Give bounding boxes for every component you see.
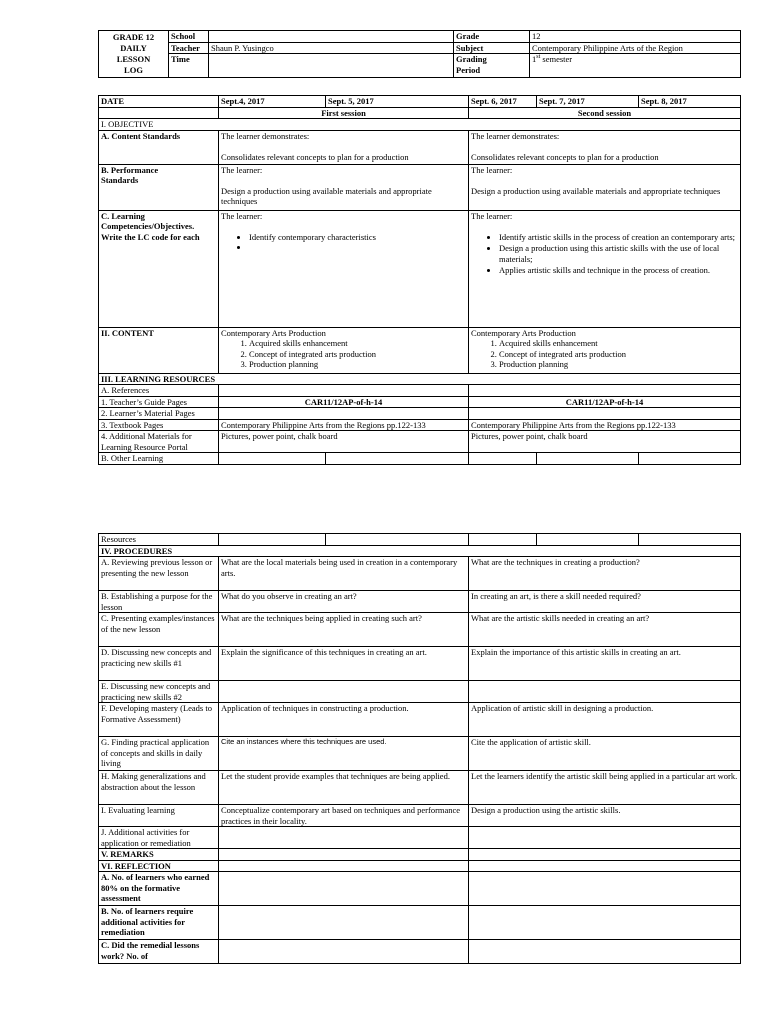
proc-i-1: Conceptualize contemporary art based on techniques and performance practices in their locality. <box>219 805 469 827</box>
proc-d-label: D. Discussing new concepts and practicing new skills #1 <box>99 647 219 681</box>
resources-cont-label: Resources <box>99 534 219 546</box>
proc-c-1: What are the techniques being applied in creating such art? <box>219 613 469 647</box>
textbook-1: Contemporary Philippine Arts from the Regions pp.122-133 <box>219 419 469 431</box>
lc-2-item: • Identify artistic skills in the process of creation an contemporary arts; <box>499 232 738 243</box>
performance-standards-1: The learner: Design a production using available materials and appropriate techniques <box>219 164 469 210</box>
date-3: Sept. 6, 2017 <box>469 96 537 108</box>
grading-value: 1st semester <box>530 54 741 78</box>
proc-e-label: E. Discussing new concepts and practicing new skills #2 <box>99 681 219 703</box>
lc-1-item: • Identify contemporary characteristics <box>249 232 466 243</box>
grading-label: Grading Period <box>454 54 530 78</box>
proc-h-2: Let the learners identify the artistic skill being applied in a particular art work. <box>469 771 741 805</box>
lesson-table-1 <box>98 95 741 465</box>
reflection-c-label: C. Did the remedial lessons work? No. of <box>99 940 219 964</box>
content-standards-label: A. Content Standards <box>99 130 219 164</box>
lesson-table-2 <box>98 533 741 964</box>
first-session: First session <box>219 107 469 119</box>
teachers-guide-1: CAR11/12AP-of-h-14 <box>219 396 469 408</box>
reflection-heading: VI. REFLECTION <box>99 860 219 872</box>
content-standards-2: The learner demonstrates: Consolidates relevant concepts to plan for a production <box>469 130 741 164</box>
other-learning-label: B. Other Learning <box>99 453 219 465</box>
date-2: Sept. 5, 2017 <box>326 96 469 108</box>
content-1: Contemporary Arts Production 1. Acquired skills enhancement 2. Concept of integrated arts production 3. Production planning <box>219 327 469 373</box>
proc-a-1: What are the local materials being used in creation in a contemporary arts. <box>219 557 469 591</box>
proc-i-2: Design a production using the artistic skills. <box>469 805 741 827</box>
subject-value: Contemporary Philippine Arts of the Region <box>530 42 741 54</box>
time-value <box>209 54 454 78</box>
performance-standards-2: The learner: Design a production using available materials and appropriate techniques <box>469 164 741 210</box>
learning-competencies-1: The learner: • Identify contemporary characteristics • <box>219 210 469 327</box>
lc-2-item: • Design a production using this artistic skills with the use of local materials; <box>499 243 738 264</box>
proc-g-2: Cite the application of artistic skill. <box>469 737 741 771</box>
teachers-guide-label: 1. Teacher’s Guide Pages <box>99 396 219 408</box>
school-value <box>209 31 454 43</box>
proc-g-1: Cite an instances where this techniques are used. <box>219 737 469 771</box>
lc-2-item: • Applies artistic skills and technique in the process of creation. <box>499 265 738 276</box>
learners-material-label: 2. Learner’s Material Pages <box>99 408 219 420</box>
school-label: School <box>169 31 209 43</box>
learning-competencies-2: The learner: • Identify artistic skills in the process of creation an contemporary arts; • Design a production using this artistic skills with the use of local materials; • Applies artistic skills and technique in the process of creation. <box>469 210 741 327</box>
proc-d-2: Explain the importance of this artistic skills in creating an art. <box>469 647 741 681</box>
reflection-a-label: A. No. of learners who earned 80% on the formative assessment <box>99 872 219 906</box>
grade-value: 12 <box>530 31 741 43</box>
learning-competencies-label: C. Learning Competencies/Objectives. Write the LC code for each <box>99 210 219 327</box>
proc-h-1: Let the student provide examples that techniques are being applied. <box>219 771 469 805</box>
header-table <box>98 30 741 78</box>
remarks-heading: V. REMARKS <box>99 849 219 861</box>
proc-d-1: Explain the significance of this techniques in creating an art. <box>219 647 469 681</box>
date-5: Sept. 8, 2017 <box>639 96 741 108</box>
time-label: Time <box>169 54 209 78</box>
proc-g-label: G. Finding practical application of concepts and skills in daily living <box>99 737 219 771</box>
additional-materials-1: Pictures, power point, chalk board <box>219 431 469 453</box>
proc-b-label: B. Establishing a purpose for the lesson <box>99 591 219 613</box>
proc-i-label: I. Evaluating learning <box>99 805 219 827</box>
content-standards-1: The learner demonstrates: Consolidates relevant concepts to plan for a production <box>219 130 469 164</box>
proc-a-2: What are the techniques in creating a production? <box>469 557 741 591</box>
textbook-label: 3. Textbook Pages <box>99 419 219 431</box>
references-label: A. References <box>99 385 219 397</box>
content-2: Contemporary Arts Production 1. Acquired skills enhancement 2. Concept of integrated arts production 3. Production planning <box>469 327 741 373</box>
proc-b-1: What do you observe in creating an art? <box>219 591 469 613</box>
subject-label: Subject <box>454 42 530 54</box>
textbook-2: Contemporary Philippine Arts from the Regions pp.122-133 <box>469 419 741 431</box>
teacher-value: Shaun P. Yusingco <box>209 42 454 54</box>
procedures-heading: IV. PROCEDURES <box>99 545 741 557</box>
reflection-b-label: B. No. of learners require additional activities for remediation <box>99 906 219 940</box>
objective-heading: I. OBJECTIVE <box>99 119 741 131</box>
proc-a-label: A. Reviewing previous lesson or presenting the new lesson <box>99 557 219 591</box>
grade-label: Grade <box>454 31 530 43</box>
second-session: Second session <box>469 107 741 119</box>
teachers-guide-2: CAR11/12AP-of-h-14 <box>469 396 741 408</box>
resources-heading: III. LEARNING RESOURCES <box>99 373 741 385</box>
date-1: Sept.4, 2017 <box>219 96 326 108</box>
performance-standards-label: B. Performance Standards <box>99 164 219 210</box>
additional-materials-2: Pictures, power point, chalk board <box>469 431 741 453</box>
date-4: Sept. 7, 2017 <box>537 96 639 108</box>
date-label: DATE <box>99 96 219 108</box>
proc-j-label: J. Additional activities for application or remediation <box>99 827 219 849</box>
content-label: II. CONTENT <box>99 327 219 373</box>
proc-f-2: Application of artistic skill in designing a production. <box>469 703 741 737</box>
teacher-label: Teacher <box>169 42 209 54</box>
proc-f-label: F. Developing mastery (Leads to Formative Assessment) <box>99 703 219 737</box>
proc-h-label: H. Making generalizations and abstraction about the lesson <box>99 771 219 805</box>
proc-c-label: C. Presenting examples/instances of the new lesson <box>99 613 219 647</box>
proc-c-2: What are the artistic skills needed in creating an art? <box>469 613 741 647</box>
proc-b-2: In creating an art, is there a skill needed required? <box>469 591 741 613</box>
log-title: GRADE 12 DAILY LESSON LOG <box>99 31 169 78</box>
proc-f-1: Application of techniques in constructing a production. <box>219 703 469 737</box>
additional-materials-label: 4. Additional Materials for Learning Resource Portal <box>99 431 219 453</box>
lc-1-item <box>249 242 466 253</box>
